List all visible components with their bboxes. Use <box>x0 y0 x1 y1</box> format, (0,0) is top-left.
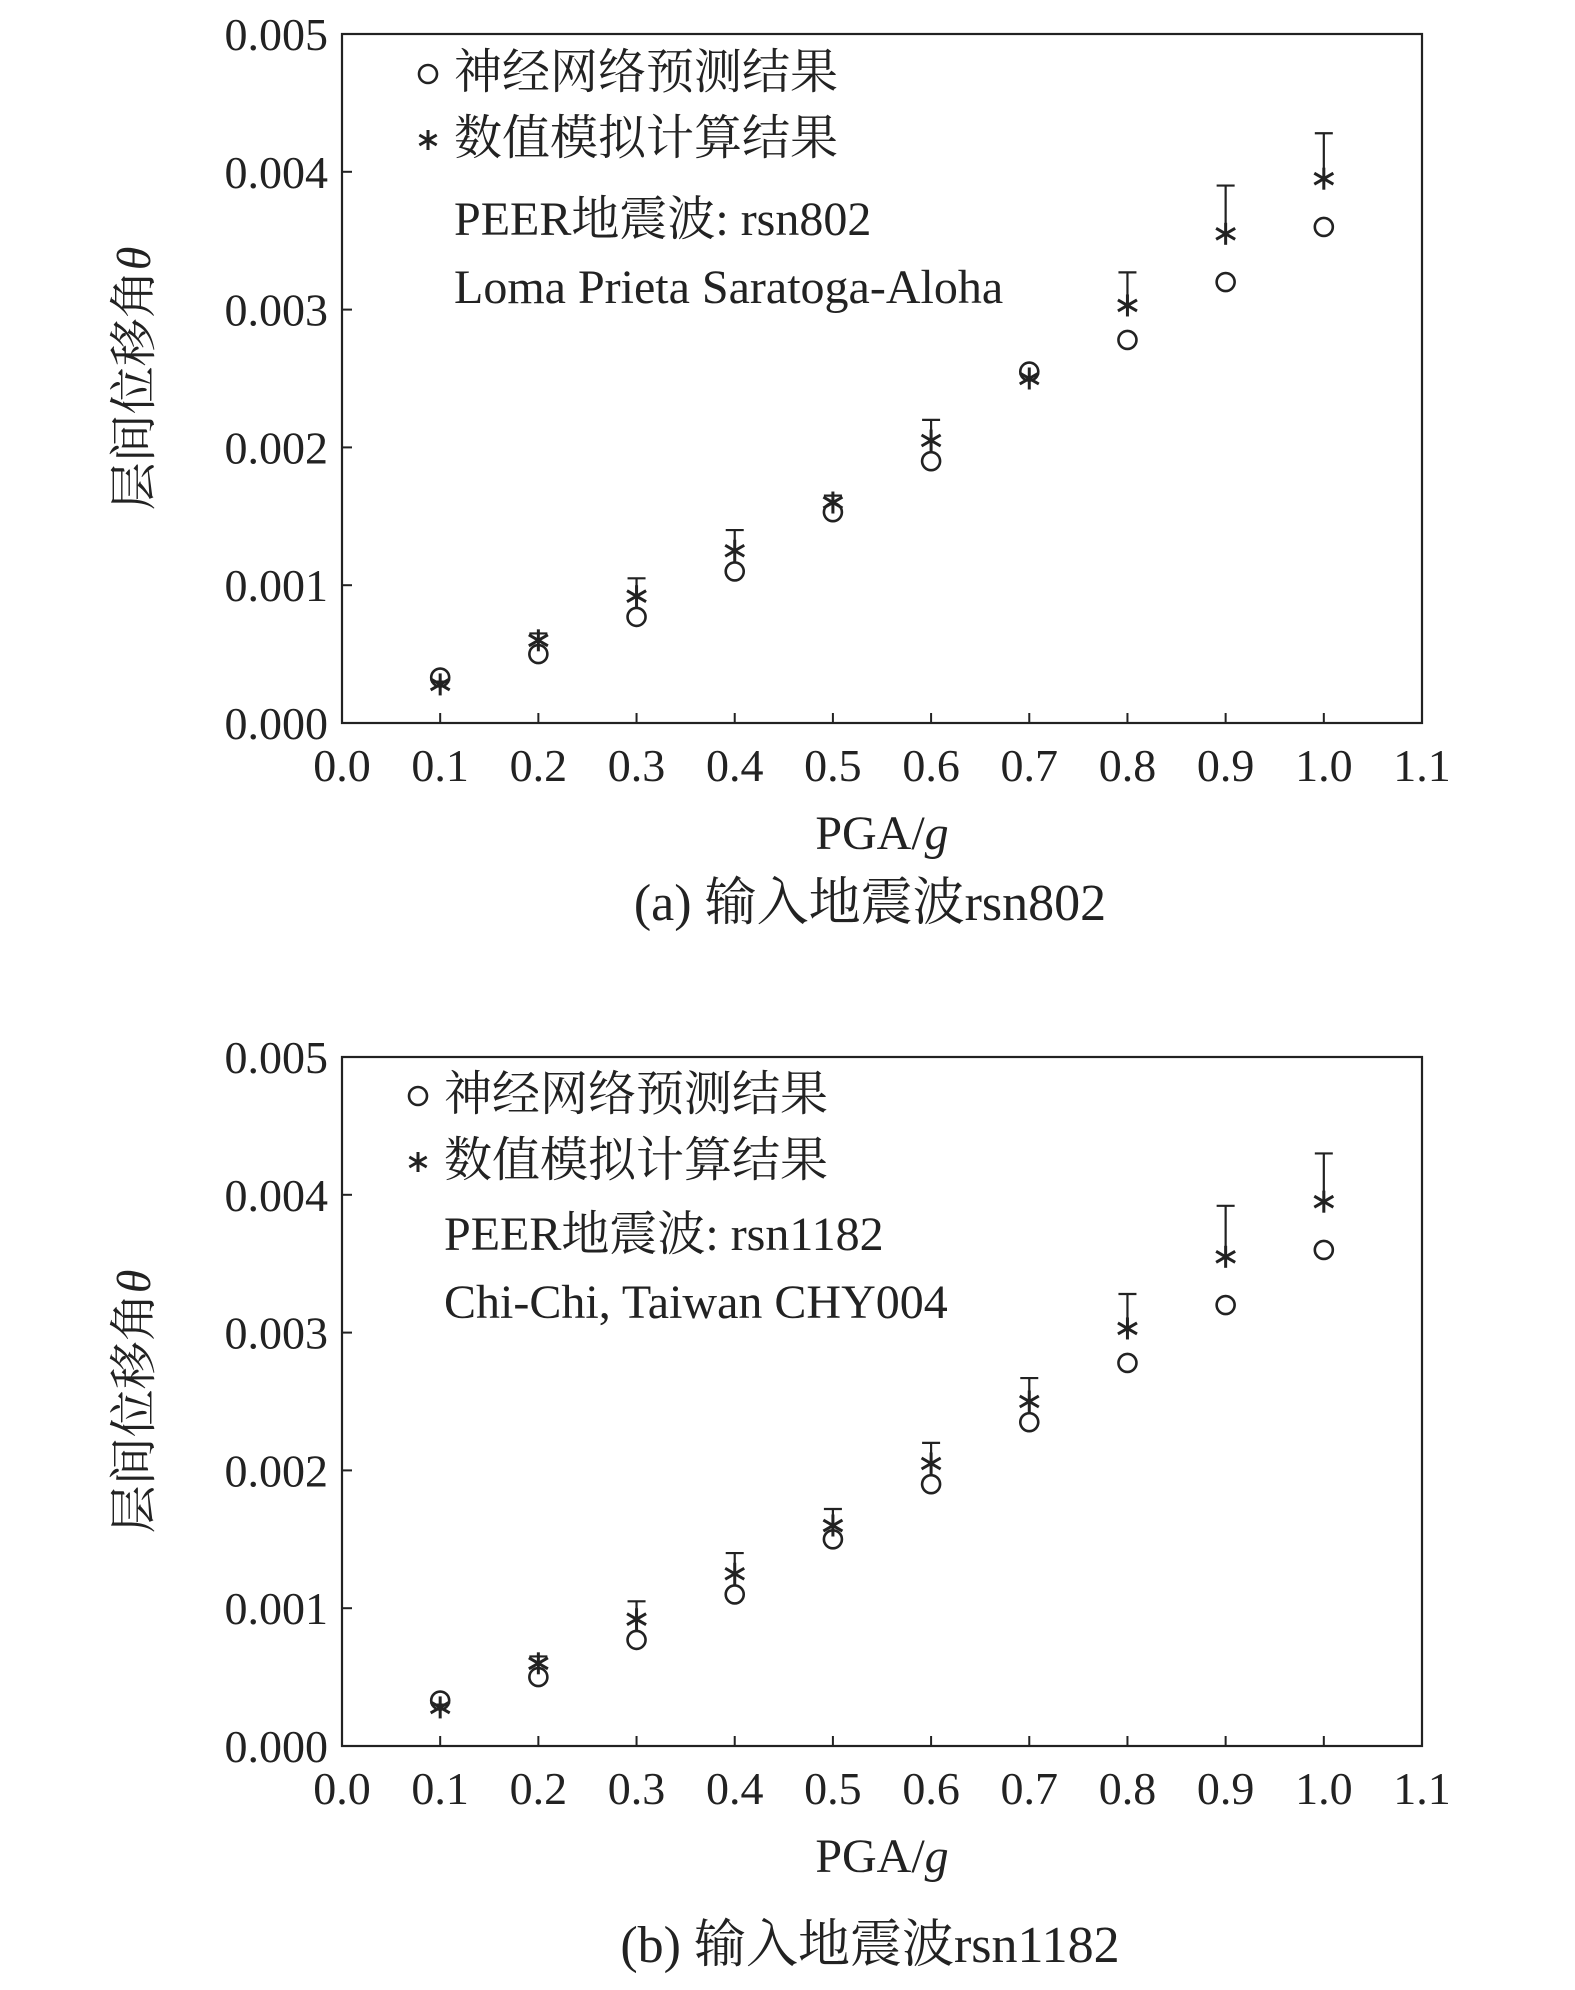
x-tick-label: 0.3 <box>607 1763 666 1814</box>
data-point-asterisk <box>1314 168 1333 190</box>
x-axis-title: PGA/g <box>815 807 949 860</box>
data-point-asterisk <box>627 1608 646 1630</box>
chart-panel-a <box>108 9 1451 932</box>
data-point-circle <box>1315 218 1333 236</box>
annotation-text: Loma Prieta Saratoga-Aloha <box>454 261 1004 314</box>
legend-label: 神经网络预测结果 <box>444 1068 829 1121</box>
y-tick-label: 0.004 <box>224 1169 328 1221</box>
x-tick-label: 0.4 <box>705 1763 764 1814</box>
data-point-asterisk <box>1118 294 1137 316</box>
data-point-asterisk <box>922 1453 941 1475</box>
legend-label: 数值模拟计算结果 <box>444 1134 829 1187</box>
data-point-circle <box>922 452 940 470</box>
x-tick-label: 0.1 <box>411 1763 469 1814</box>
annotation-text: Chi-Chi, Taiwan CHY004 <box>444 1276 948 1329</box>
x-tick-label: 0.6 <box>902 740 960 791</box>
y-tick-label: 0.002 <box>224 422 328 474</box>
chart-panel-b <box>108 1032 1451 1974</box>
data-point-circle <box>726 1585 744 1603</box>
y-tick-label: 0.000 <box>224 1721 328 1772</box>
x-tick-label: 1.0 <box>1295 740 1353 791</box>
x-tick-label: 0.5 <box>804 740 862 791</box>
data-point-circle <box>1118 331 1136 349</box>
data-point-circle <box>628 1631 646 1649</box>
data-point-circle <box>628 608 646 626</box>
legend-label: 神经网络预测结果 <box>454 46 839 99</box>
x-tick-label: 0.1 <box>411 740 469 791</box>
legend-asterisk-marker <box>409 1152 426 1172</box>
y-tick-label: 0.001 <box>224 1583 328 1635</box>
data-point-asterisk <box>1118 1317 1137 1339</box>
x-tick-label: 0.0 <box>313 740 371 791</box>
figure-caption: (a) 输入地震波rsn802 <box>633 875 1107 932</box>
data-point-circle <box>1217 1296 1235 1314</box>
data-point-asterisk <box>922 430 941 452</box>
x-tick-label: 0.2 <box>509 740 568 791</box>
y-tick-label: 0.002 <box>224 1445 328 1497</box>
y-axis-title: 层间位移角θ <box>108 1269 161 1534</box>
figure-caption: (b) 输入地震波rsn1182 <box>620 1917 1120 1974</box>
legend-asterisk-marker <box>419 130 436 150</box>
x-tick-label: 0.5 <box>804 1763 862 1814</box>
annotation-text: PEER地震波: rsn802 <box>454 193 872 246</box>
y-axis-title: 层间位移角θ <box>108 246 161 511</box>
y-tick-label: 0.003 <box>224 1307 328 1359</box>
x-tick-label: 0.6 <box>902 1763 960 1814</box>
data-point-circle <box>922 1475 940 1493</box>
x-tick-label: 0.0 <box>313 1763 371 1814</box>
annotation-text: PEER地震波: rsn1182 <box>444 1208 884 1261</box>
x-tick-label: 0.3 <box>607 740 666 791</box>
y-tick-label: 0.005 <box>224 9 328 60</box>
x-tick-label: 1.1 <box>1393 740 1451 791</box>
x-tick-label: 0.8 <box>1098 1763 1157 1814</box>
x-tick-label: 0.9 <box>1196 740 1255 791</box>
x-tick-label: 0.7 <box>1000 1763 1059 1814</box>
y-tick-label: 0.004 <box>224 146 328 198</box>
x-tick-label: 0.2 <box>509 1763 568 1814</box>
legend-circle-marker <box>409 1087 427 1105</box>
legend-label: 数值模拟计算结果 <box>454 112 839 165</box>
x-tick-label: 1.1 <box>1393 1763 1451 1814</box>
data-point-asterisk <box>1020 1391 1039 1413</box>
data-point-asterisk <box>1216 223 1235 245</box>
x-tick-label: 1.0 <box>1295 1763 1353 1814</box>
data-point-asterisk <box>725 1563 744 1585</box>
data-point-circle <box>726 562 744 580</box>
data-point-circle <box>1315 1241 1333 1259</box>
x-tick-label: 0.4 <box>705 740 764 791</box>
data-point-circle <box>1217 273 1235 291</box>
data-point-circle <box>1118 1354 1136 1372</box>
x-tick-label: 0.8 <box>1098 740 1157 791</box>
y-tick-label: 0.001 <box>224 560 328 612</box>
y-tick-label: 0.000 <box>224 698 328 749</box>
y-tick-label: 0.005 <box>224 1032 328 1083</box>
legend-circle-marker <box>419 65 437 83</box>
data-point-asterisk <box>1216 1246 1235 1268</box>
data-point-circle <box>1020 1413 1038 1431</box>
x-axis-title: PGA/g <box>815 1830 949 1883</box>
data-point-asterisk <box>725 540 744 562</box>
data-point-asterisk <box>1314 1191 1333 1213</box>
x-tick-label: 0.9 <box>1196 1763 1255 1814</box>
y-tick-label: 0.003 <box>224 284 328 336</box>
data-point-asterisk <box>627 585 646 607</box>
x-tick-label: 0.7 <box>1000 740 1059 791</box>
